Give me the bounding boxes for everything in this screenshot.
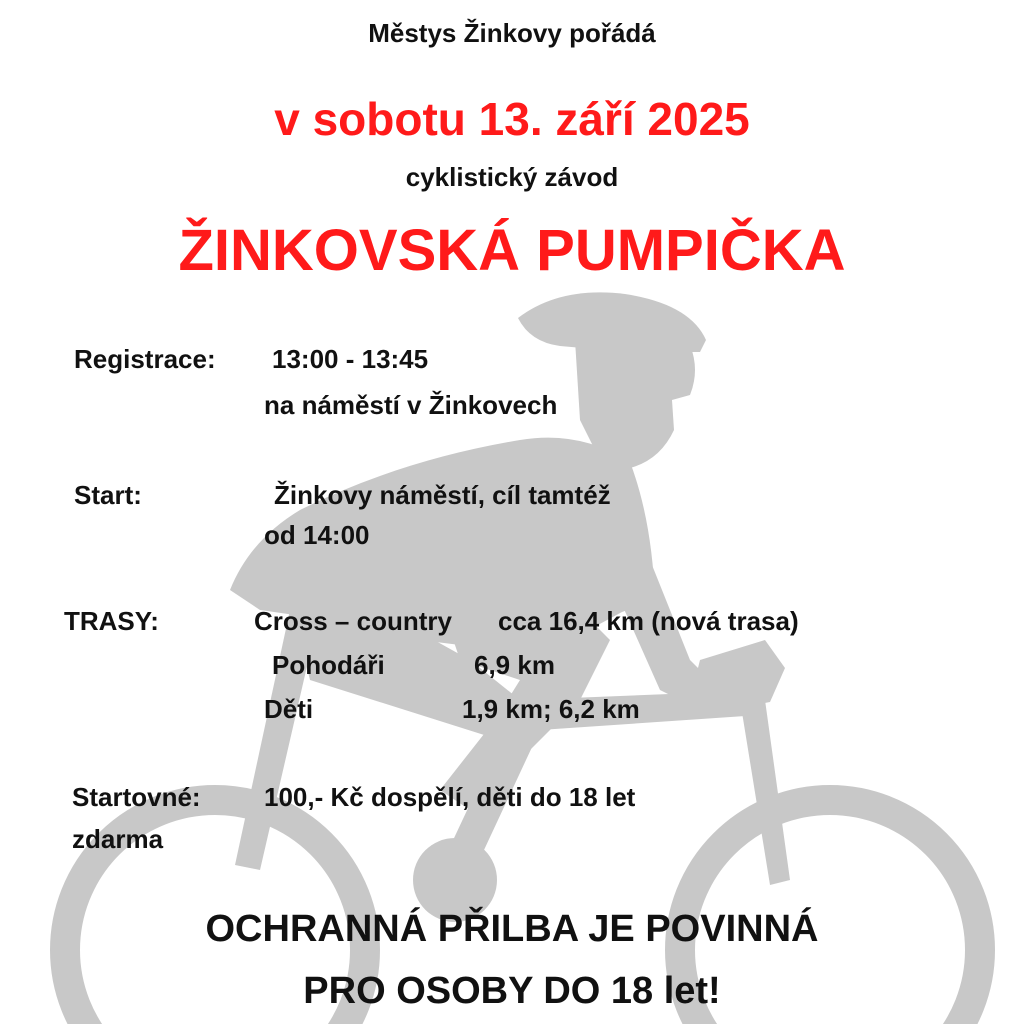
fee-text: 100,- Kč dospělí, děti do 18 let	[264, 782, 636, 812]
registration-place: na náměstí v Žinkovech	[264, 390, 558, 420]
route-distance: cca 16,4 km (nová trasa)	[498, 606, 799, 636]
routes-label: TRASY:	[64, 606, 159, 636]
registration-time: 13:00 - 13:45	[272, 344, 429, 374]
route-distance: 6,9 km	[474, 650, 555, 680]
route-name: Pohodáři	[272, 650, 385, 680]
route-distance: 1,9 km; 6,2 km	[462, 694, 640, 724]
start-label: Start:	[74, 480, 142, 510]
event-subtitle: cyklistický závod	[405, 162, 619, 192]
organizer-text: Městys Žinkovy pořádá	[368, 18, 656, 48]
helmet-notice-line2: PRO OSOBY DO 18 let!	[303, 970, 721, 1012]
event-date: v sobotu 13. září 2025	[274, 93, 750, 145]
start-place: Žinkovy náměstí, cíl tamtéž	[274, 480, 611, 510]
route-name: Děti	[264, 694, 314, 724]
fee-label: Startovné:	[72, 782, 201, 812]
event-title: ŽINKOVSKÁ PUMPIČKA	[178, 218, 846, 283]
start-time: od 14:00	[264, 520, 370, 550]
fee-text-continued: zdarma	[72, 824, 164, 854]
route-name: Cross – country	[254, 606, 452, 636]
registration-label: Registrace:	[74, 344, 216, 374]
helmet-notice-line1: OCHRANNÁ PŘILBA JE POVINNÁ	[205, 908, 819, 950]
